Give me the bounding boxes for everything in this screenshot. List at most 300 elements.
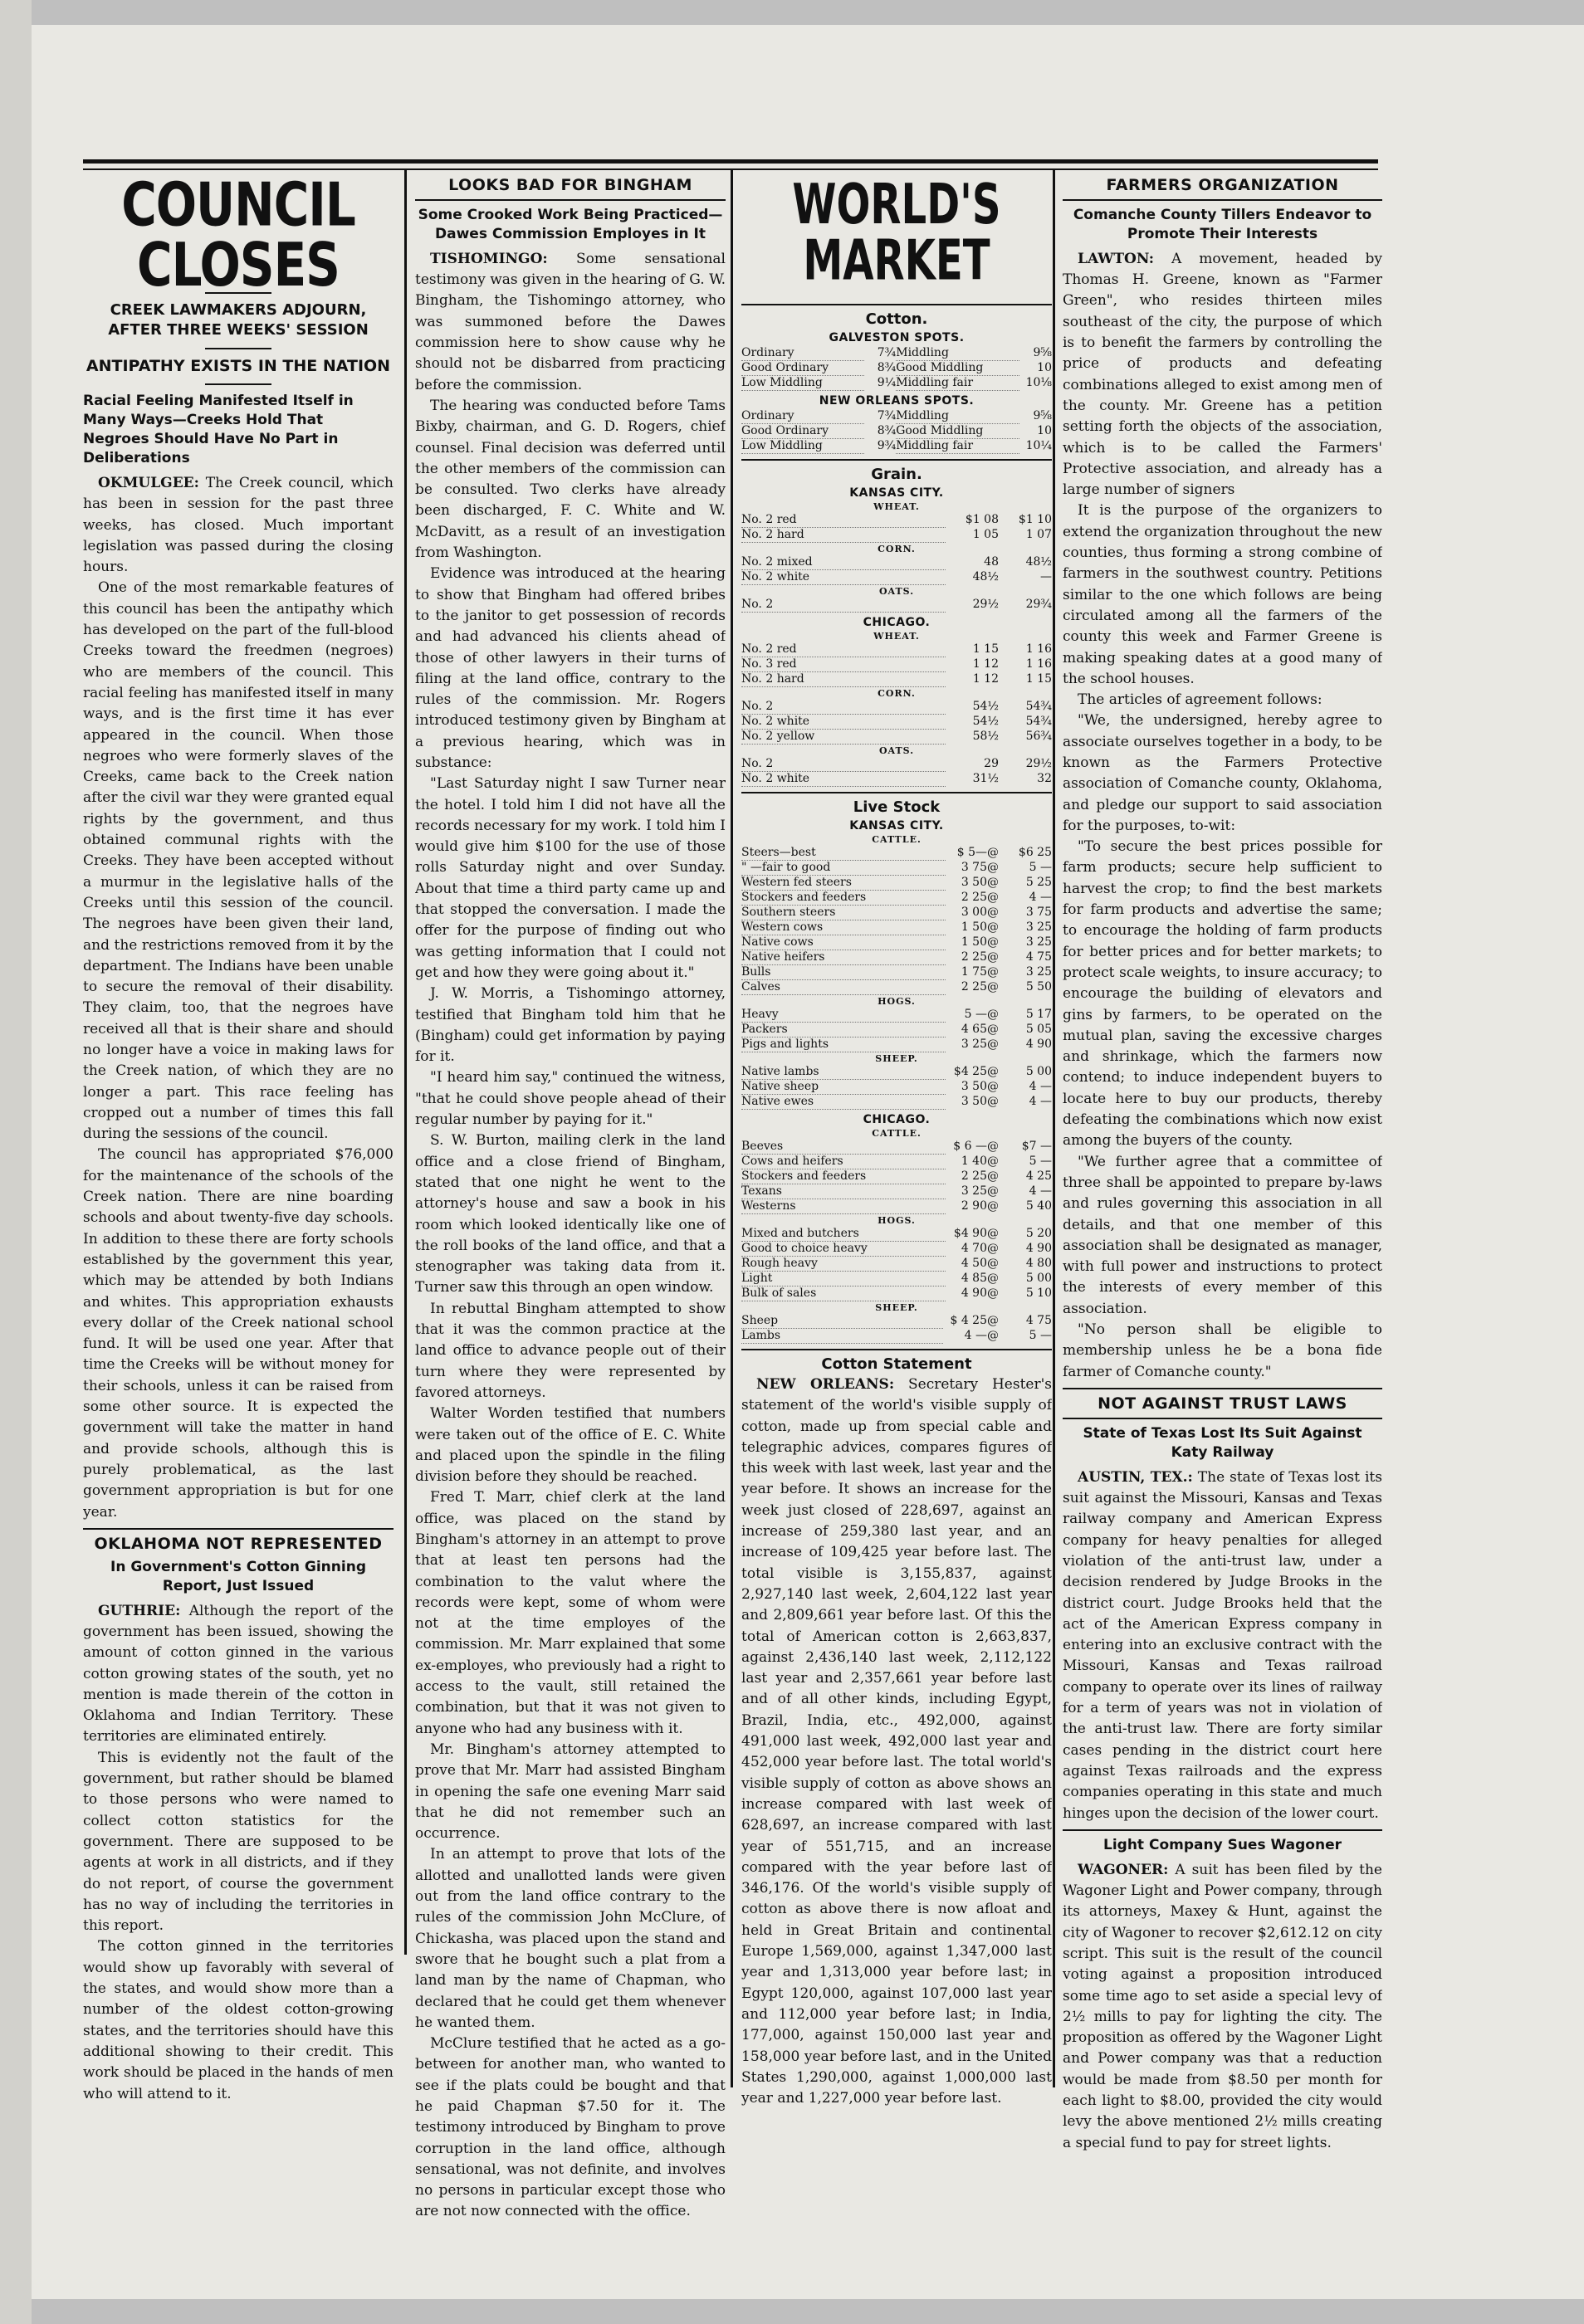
table-cell-value: 2 25@ <box>961 980 999 994</box>
article-paragraph: "I heard him say," continued the witness, "that he could shove people ahead of their regular number by paying for it." <box>415 1069 726 1129</box>
table-cell-value: 56¾ <box>1025 730 1052 743</box>
headline-cotton-statement: Cotton Statement <box>821 1355 972 1373</box>
subhead-racial-feeling: Racial Feeling Manifested Itself in Many Ways—Creeks Hold That Negroes Should Have No Part in Deliberations <box>83 393 354 467</box>
column-rule-2 <box>731 170 733 2087</box>
label-oats: OATS. <box>878 586 915 597</box>
dateline: LAWTON: <box>1078 250 1155 267</box>
table-cell-label: Steers—best <box>741 846 946 861</box>
table-cell-label: Good Ordinary <box>741 361 864 376</box>
table-cell-label: Western cows <box>741 920 946 935</box>
table-cell-value: 4 80 <box>1025 1257 1052 1270</box>
table-chicago-hogs <box>741 1227 1052 1301</box>
table-kc-wheat <box>741 513 1052 543</box>
table-cell-value: 1 16 <box>1025 642 1052 657</box>
table-cell-value: 8¾ <box>877 424 897 437</box>
section-live-stock: Live Stock <box>853 798 941 816</box>
table-cell-value: 1 75@ <box>961 965 999 979</box>
table-cell-label: Low Middling <box>741 439 864 454</box>
table-cell-label: No. 2 hard <box>741 672 946 687</box>
table-cell-label: Middling fair <box>896 376 1019 391</box>
table-cell-value: 1 15 <box>972 642 999 657</box>
subhead-comanche-county: Comanche County Tillers Endeavor to Promote Their Interests <box>1073 207 1372 242</box>
table-galveston-spots <box>741 346 1052 391</box>
table-cell-label: No. 2 <box>741 598 946 613</box>
table-cell-label: Stockers and feeders <box>741 891 946 906</box>
table-cell-value: 1 07 <box>1025 528 1052 541</box>
table-cell-value: 3 25 <box>1025 920 1052 934</box>
table-row <box>741 513 1052 528</box>
article-paragraph: "We, the undersigned, hereby agree to associate ourselves together in a body, to be known as the Farmers Protective association of Comanche county, Oklahoma, and pledge our support to said association for the purposes, to-wit: <box>1063 712 1382 834</box>
table-cell-label: Native sheep <box>741 1080 946 1095</box>
article-paragraph: It is the purpose of the organizers to extend the organization throughout the new counties, thus forming a strong combine of farmers in the southwest country. Petitions similar to the one which follows are being circulated among all the farmers of the county this week and Farmer Greene is making speaking dates at a good many of the school houses. <box>1063 502 1382 687</box>
table-cell-label: No. 2 <box>741 757 946 772</box>
table-cell-value: 9⅝ <box>1033 409 1052 423</box>
table-row <box>741 346 1052 361</box>
dateline: AUSTIN, TEX.: <box>1078 1468 1193 1486</box>
table-cell-value: $1 10 <box>1018 513 1052 527</box>
section-grain: Grain. <box>871 466 922 483</box>
subhead-texas-lost-suit: State of Texas Lost Its Suit Against Katy Railway <box>1083 1424 1362 1461</box>
table-row <box>741 1272 1052 1286</box>
table-row <box>741 1155 1052 1169</box>
table-cell-label: Cows and heifers <box>741 1155 946 1169</box>
article-paragraph: The cotton ginned in the territories would show up favorably with several of the states, and would show more than a number of the oldest cotton-growing states, and the territories should have this additional showing to their credit. This work should be placed in the hands of men who will attend to it. <box>83 1938 394 2102</box>
table-cell-value: 5 50 <box>1025 980 1052 994</box>
table-cell-label: Light <box>741 1272 946 1286</box>
article-paragraph: "To secure the best prices possible for farm products; secure help sufficient to harvest the crop; to find the best markets for farm products and advertise the same; to encourage the holding of farm products for better prices and for better markets; to protect scale weights, to insure accuracy; to encourage the building of elevators and gins by farmers, to be operated on the mutual plan, saving the excessive charges and shrinkage, which the farmers now contend; to induce independent buyers to locate here to buy our products, thereby defeating the combinations which now exist among the buyers of the county. <box>1063 838 1382 1150</box>
table-cell-label: Bulk of sales <box>741 1286 946 1301</box>
label-hogs: HOGS. <box>878 1215 916 1226</box>
table-cell-label: Middling fair <box>896 439 1019 454</box>
column-rule-3 <box>1053 170 1055 2087</box>
section-chicago: CHICAGO. <box>863 616 931 629</box>
table-cell-value: 2 25@ <box>961 950 999 964</box>
table-row <box>741 1227 1052 1242</box>
table-row <box>741 891 1052 906</box>
table-cell-value: 31½ <box>972 772 999 785</box>
table-cell-value: 9¾ <box>877 439 897 452</box>
article-paragraph: The hearing was conducted before Tams Bixby, chairman, and G. D. Rogers, chief counsel. Final decision was deferred until the other members of the commission can be consulted. Two clerks have already been discharged, F. C. White and W. McDavitt, as a result of an investigation from Washington. <box>415 397 726 562</box>
table-cell-label: Ordinary <box>741 409 864 424</box>
table-cell-value: 10¼ <box>1025 439 1052 452</box>
table-row <box>741 1184 1052 1199</box>
table-cell-value: 4 75 <box>1025 950 1052 964</box>
table-cell-value: 3 75@ <box>961 861 999 874</box>
table-cell-value: 4 90 <box>1025 1242 1052 1255</box>
table-cell-value: 3 50@ <box>961 1095 999 1108</box>
table-cell-value: 2 90@ <box>961 1199 999 1213</box>
label-corn: CORN. <box>878 688 916 699</box>
table-cell-value: 4 25 <box>1025 1169 1052 1183</box>
table-cell-label: Good Middling <box>896 424 1019 439</box>
table-cell-label: Good Ordinary <box>741 424 864 439</box>
label-sheep: SHEEP. <box>875 1302 918 1313</box>
article-paragraph: The articles of agreement follows: <box>1078 691 1322 709</box>
table-cell-value: 3 75 <box>1025 906 1052 919</box>
table-cell-label: Bulls <box>741 965 946 980</box>
label-corn: CORN. <box>878 544 916 554</box>
table-row <box>741 980 1052 995</box>
table-row <box>741 772 1052 787</box>
table-row <box>741 906 1052 920</box>
table-row <box>741 528 1052 543</box>
table-cell-value: 5 25 <box>1025 876 1052 889</box>
table-cell-value: 3 50@ <box>961 1080 999 1093</box>
divider <box>83 1528 394 1530</box>
table-cell-label: Good Middling <box>896 361 1019 376</box>
table-cell-value: 5 10 <box>1025 1286 1052 1300</box>
table-cell-label: Calves <box>741 980 946 995</box>
article-paragraph: LAWTON: A movement, headed by Thomas H. Greene, known as "Farmer Green", who resides thirteen miles southeast of the city, the purpose of which is to benefit the farmers by controlling the price of products and defeating combinations alleged to exist among men of the county. Mr. Greene has a petition setting forth the objects of the association, which is to be called the Farmers' Protective association, and already has a large number of signers <box>1063 250 1382 499</box>
table-row <box>741 861 1052 876</box>
article-paragraph: Fred T. Marr, chief clerk at the land office, was placed on the stand by Bingham's attorney in an attempt to prove that at least ten persons had the combination to the valut where the records were kept, some of whom were not at the time employes of the commission. Mr. Marr explained that some ex-employes, who previously had a right to access to the vault, still retained the combination, but that it was not given to anyone who had any business with it. <box>415 1489 726 1737</box>
top-rule <box>83 159 1378 164</box>
table-row <box>741 1038 1052 1052</box>
divider <box>741 1349 1052 1350</box>
table-cell-value: 5 20 <box>1025 1227 1052 1241</box>
divider <box>741 459 1052 461</box>
table-cell-value: 5 17 <box>1025 1008 1052 1022</box>
table-chicago-cattle <box>741 1140 1052 1214</box>
headline-oklahoma-not-represented: OKLAHOMA NOT REPRESENTED <box>94 1534 383 1553</box>
article-paragraph: In an attempt to prove that lots of the allotted and unallotted lands were given out from the land office contrary to the rules of the commission John McClure, of Chickasha, was placed upon the stand and swore that he bought such a plat from a land man by the name of Chapman, who declared that he could get them whenever he wanted them. <box>415 1846 726 2031</box>
table-row <box>741 1286 1052 1301</box>
table-cell-value: 3 25@ <box>961 1184 999 1198</box>
table-cell-label: No. 2 white <box>741 570 946 585</box>
table-cell-value: 10 <box>1037 361 1052 374</box>
divider <box>1063 1829 1382 1831</box>
article-paragraph: J. W. Morris, a Tishomingo attorney, testified that Bingham told him that he (Bingham) could get information by paying for it. <box>415 985 726 1066</box>
section-new-orleans-spots: NEW ORLEANS SPOTS. <box>819 394 975 408</box>
table-row <box>741 1095 1052 1110</box>
table-cell-value: 54¾ <box>1025 700 1052 714</box>
table-cell-value: 3 25 <box>1025 965 1052 979</box>
article-paragraph: "We further agree that a committee of three shall be appointed to prepare by-laws and rules governing this association in all details, and that one member of this association shall be designated as manager, with full power and instructions to protect the interests of every member of this association. <box>1063 1153 1382 1317</box>
table-cell-value: 4 65@ <box>961 1023 999 1036</box>
table-row <box>741 642 1052 657</box>
table-cell-label: Packers <box>741 1023 946 1038</box>
table-cell-value: 29 <box>984 757 999 771</box>
table-cell-value: 58½ <box>972 730 999 743</box>
table-row <box>741 1080 1052 1095</box>
section-galveston-spots: GALVESTON SPOTS. <box>829 331 965 344</box>
label-hogs: HOGS. <box>878 996 916 1007</box>
subhead-antipathy: ANTIPATHY EXISTS IN THE NATION <box>86 356 391 375</box>
divider <box>741 304 1052 305</box>
table-cell-label: Stockers and feeders <box>741 1169 946 1184</box>
table-cell-value: 54½ <box>972 700 999 714</box>
table-cell-label: No. 2 white <box>741 772 946 787</box>
table-cell-value: 1 50@ <box>961 920 999 934</box>
article-paragraph: Mr. Bingham's attorney attempted to prove that Mr. Marr had assisted Bingham in opening the safe one evening Marr said that he did not remember such an occurrence. <box>415 1741 726 1843</box>
table-row <box>741 439 1052 454</box>
label-cattle: CATTLE. <box>872 1128 922 1139</box>
table-cell-label: No. 2 yellow <box>741 730 946 745</box>
table-row <box>741 672 1052 687</box>
table-cell-value: 4 — <box>1029 1095 1052 1108</box>
table-row <box>741 935 1052 950</box>
table-kc-hogs <box>741 1008 1052 1052</box>
article-paragraph: This is evidently not the fault of the government, but rather should be blamed to those persons who were named to collect cotton statistics for the government. There are supposed to be agents at work in all districts, and if they do not report, of course the government has no way of including the territories in this report. <box>83 1749 394 1935</box>
table-cell-value: 1 16 <box>1025 657 1052 671</box>
table-cell-value: 5 00 <box>1025 1272 1052 1285</box>
table-cell-value: $ 6 —@ <box>953 1140 999 1154</box>
table-cell-label: Middling <box>896 346 1019 361</box>
table-cell-value: 5 — <box>1029 861 1052 874</box>
table-cell-value: 48 <box>984 555 999 569</box>
table-kc-cattle <box>741 846 1052 995</box>
table-cell-label: Native cows <box>741 935 946 950</box>
table-row <box>741 555 1052 570</box>
table-cell-value: 4 50@ <box>961 1257 999 1270</box>
table-cell-value: 5 00 <box>1025 1065 1052 1079</box>
table-cell-label: Low Middling <box>741 376 864 391</box>
table-cell-value: 1 50@ <box>961 935 999 949</box>
subhead-crooked-work: Some Crooked Work Being Practiced—Dawes Commission Employes in It <box>418 207 723 242</box>
table-cell-value: 3 00@ <box>961 906 999 919</box>
table-cell-value: 4 70@ <box>961 1242 999 1255</box>
article-paragraph: "Last Saturday night I saw Turner near the hotel. I told him I did not have all the records necessary for my work. I told him I would give him $100 for the use of those rolls Saturday night and over Sunday. About that time a third party came up and that stopped the conversation. I made the offer for the purpose of finding out who was getting information that I could not get and how they were going about it." <box>415 775 726 981</box>
table-cell-value: 1 05 <box>972 528 999 541</box>
article-paragraph: AUSTIN, TEX.: The state of Texas lost its suit against the Missouri, Kansas and Texas railway company and American Express company for heavy penalties for alleged violation of the anti-trust law, under a decision rendered by Judge Brooks in the district court. Judge Brooks held that the act of the American Express company in entering into an exclusive contract with the Missouri, Kansas and Texas railroad company to operate over its lines of railway for a term of years was not in violation of the anti-trust law. There are forty similar cases pending in the district court here against Texas railroads and the express companies operating in this state and much hinges upon the decision of the lower court. <box>1063 1468 1382 1822</box>
article-paragraph: In rebuttal Bingham attempted to show that it was the common practice at the land office to advance people out of their turn where they were represented by favored attorneys. <box>415 1300 726 1401</box>
table-cell-label: Native heifers <box>741 950 946 965</box>
table-cell-value: 9¼ <box>877 376 897 389</box>
table-chicago-wheat <box>741 642 1052 687</box>
table-chicago-oats <box>741 757 1052 787</box>
article-paragraph: McClure testified that he acted as a go-between for another man, who wanted to see if the plats could be bought and that he paid Chapman $7.50 for it. The testimony introduced by Bingham to prove corruption in the land office, although sensational, was not definite, and involves no persons in particular except those who are not now connected with the office. <box>415 2035 726 2220</box>
divider <box>415 199 726 201</box>
table-cell-label: No. 2 mixed <box>741 555 946 570</box>
table-cell-value: $ 4 25@ <box>950 1314 999 1328</box>
table-row <box>741 965 1052 980</box>
table-cell-value: 3 25 <box>1025 935 1052 949</box>
table-row <box>741 598 1052 613</box>
headline-council-closes: COUNCIL CLOSES <box>121 174 355 300</box>
table-cell-label: No. 2 red <box>741 513 946 528</box>
table-cell-label: Sheep <box>741 1314 943 1329</box>
table-cell-value: $4 90@ <box>953 1227 999 1241</box>
table-cell-label: " —fair to good <box>741 861 946 876</box>
table-cell-value: $4 25@ <box>953 1065 999 1079</box>
table-row <box>741 950 1052 965</box>
table-cell-value: 4 90 <box>1025 1038 1052 1051</box>
table-row <box>741 1314 1052 1329</box>
article-paragraph: The council has appropriated $76,000 for the maintenance of the schools of the Creek nation. There are nine boarding schools and about twenty-five day schools. In addition to these there are forty schools established by the government this year, which may be attended by both Indians and whites. This appropriation exhausts every dollar of the Creek national school fund. It will be used one year. After that time the Creeks will be without money for their schools, unless it can be raised from some other source. It is expected the government will take the matter in hand and provide schools, although this is purely problematical, as the last government appropriation is but for one year. <box>83 1146 394 1521</box>
table-cell-value: 54¾ <box>1025 715 1052 728</box>
page-spine <box>0 0 32 2324</box>
table-cell-value: 32 <box>1037 772 1052 785</box>
divider <box>1063 1388 1382 1389</box>
table-row <box>741 657 1052 672</box>
table-cell-label: No. 2 hard <box>741 528 946 543</box>
table-row <box>741 1242 1052 1257</box>
table-cell-value: 4 85@ <box>961 1272 999 1285</box>
table-cell-value: $1 08 <box>965 513 999 527</box>
column-rule-1 <box>404 170 407 1955</box>
headline-light-company-sues: Light Company Sues Wagoner <box>1103 1836 1342 1853</box>
article-paragraph: OKMULGEE: The Creek council, which has been in session for the past three weeks, has closed. Much important legislation was passed during the closing hours. <box>83 474 394 576</box>
table-cell-label: Southern steers <box>741 906 946 920</box>
divider <box>1063 1418 1382 1419</box>
article-paragraph: "No person shall be eligible to membership unless he be a bona fide farmer of Comanche county." <box>1063 1321 1382 1380</box>
column-bingham <box>415 174 726 2223</box>
article-paragraph: GUTHRIE: Although the report of the government has been issued, showing the amount of cotton ginned in the various cotton growing states of the south, yet no mention is made therein of the cotton in Oklahoma and Indian Territory. These territories are eliminated entirely. <box>83 1602 394 1745</box>
table-cell-value: 5 — <box>1029 1155 1052 1168</box>
table-cell-value: 3 50@ <box>961 876 999 889</box>
table-cell-value: 5 —@ <box>964 1008 999 1022</box>
table-cell-label: Westerns <box>741 1199 946 1214</box>
label-oats: OATS. <box>878 745 915 756</box>
article-paragraph: One of the most remarkable features of this council has been the antipathy which has developed on the part of the full-blood Creeks toward the freedmen (negroes) who are members of the council. This racial feeling has manifested itself in many ways, and is the first time it has ever appeared in the council. When those negroes who were formerly slaves of the Creeks, came back to the Creek nation after the civil war they were granted equal rights by the government, and thus obtained communal rights with the Creeks. They have been accepted without a murmur in the legislative halls of the Creeks until this session of the council. The negroes have been given their land, and the restrictions removed from it by the department. The Indians have been unable to secure the removal of their disability. They claim, too, that the negroes have received all that is their share and should no longer have a voice in making laws for the Creek nation, of which they are no longer a part. This race feeling has cropped out a number of times this fall during the sessions of the council. <box>83 579 394 1143</box>
dateline: OKMULGEE: <box>98 474 199 491</box>
table-row <box>741 757 1052 772</box>
table-row <box>741 376 1052 391</box>
table-cell-value: 2 25@ <box>961 1169 999 1183</box>
table-cell-value: 7¾ <box>877 409 897 423</box>
table-cell-label: Mixed and butchers <box>741 1227 946 1242</box>
article-paragraph: S. W. Burton, mailing clerk in the land office and a close friend of Bingham, stated that one night he went to the attorney's house and saw a book in his room which looked identically like one of the roll books of the land office, and that a stenographer was taking data from it. Turner saw this through an open window. <box>415 1132 726 1296</box>
column-farmers-organization <box>1063 174 1382 2154</box>
table-row <box>741 700 1052 715</box>
label-wheat: WHEAT. <box>873 501 920 512</box>
column-worlds-market <box>741 174 1052 2109</box>
table-row <box>741 715 1052 730</box>
table-cell-value: 48½ <box>1025 555 1052 569</box>
table-cell-value: 5 40 <box>1025 1199 1052 1213</box>
table-row <box>741 1199 1052 1214</box>
table-cell-value: 3 25@ <box>961 1038 999 1051</box>
table-cell-label: Lambs <box>741 1329 943 1344</box>
label-sheep: SHEEP. <box>875 1053 918 1064</box>
table-cell-label: Middling <box>896 409 1019 424</box>
table-row <box>741 409 1052 424</box>
table-cell-value: 1 12 <box>972 657 999 671</box>
article-paragraph: TISHOMINGO: Some sensational testimony was given in the hearing of G. W. Bingham, the Tishomingo attorney, who was summoned before the Dawes commission here to show cause why he should not be disbarred from practicing before the commission. <box>415 250 726 393</box>
column-council-closes <box>83 174 394 2105</box>
subhead-cotton-ginning: In Government's Cotton Ginning Report, Just Issued <box>110 1558 366 1594</box>
table-cell-value: 29¾ <box>1025 598 1052 612</box>
dateline: GUTHRIE: <box>98 1602 181 1619</box>
table-cell-label: Native ewes <box>741 1095 946 1110</box>
table-row <box>741 1169 1052 1184</box>
section-kansas-city: KANSAS CITY. <box>849 486 944 500</box>
table-cell-value: $6 25 <box>1018 846 1052 860</box>
table-cell-value: 4 — <box>1029 891 1052 904</box>
table-kc-corn <box>741 555 1052 585</box>
table-cell-value: 1 12 <box>972 672 999 686</box>
table-cell-value: 48½ <box>972 570 999 583</box>
table-cell-value: 29½ <box>972 598 999 612</box>
headline-looks-bad-for-bingham: LOOKS BAD FOR BINGHAM <box>448 176 692 194</box>
table-cell-value: 4 — <box>1029 1184 1052 1198</box>
dateline: NEW ORLEANS: <box>756 1376 895 1393</box>
table-cell-label: Rough heavy <box>741 1257 946 1272</box>
divider <box>1063 199 1382 201</box>
table-cell-value: 7¾ <box>877 346 897 360</box>
table-cell-value: — <box>1040 570 1052 583</box>
table-cell-value: 2 25@ <box>961 891 999 904</box>
table-cell-value: 54½ <box>972 715 999 728</box>
table-new-orleans-spots <box>741 409 1052 454</box>
table-row <box>741 920 1052 935</box>
dateline: TISHOMINGO: <box>430 250 548 267</box>
table-cell-label: No. 2 red <box>741 642 946 657</box>
table-cell-label: Texans <box>741 1184 946 1199</box>
table-cell-label: Pigs and lights <box>741 1038 946 1052</box>
table-cell-label: Western fed steers <box>741 876 946 891</box>
headline-worlds-market: WORLD'S MARKET <box>792 174 1001 294</box>
table-cell-value: 4 75 <box>1025 1314 1052 1328</box>
table-cell-value: 1 15 <box>1025 672 1052 686</box>
article-paragraph: Evidence was introduced at the hearing to show that Bingham had offered bribes to the janitor to get possession of records and had advanced his clients ahead of those of other lawyers in their turns of filing at the land office, contrary to the rules of the commission. Mr. Rogers introduced testimony given by Bingham at a previous hearing, which was in substance: <box>415 565 726 771</box>
table-cell-value: 10⅛ <box>1025 376 1052 389</box>
table-cell-value: 9⅝ <box>1033 346 1052 360</box>
table-cell-value: 29½ <box>1025 757 1052 771</box>
table-cell-value: 10 <box>1037 424 1052 437</box>
table-row <box>741 1140 1052 1155</box>
label-wheat: WHEAT. <box>873 631 920 642</box>
table-cell-value: 5 — <box>1029 1329 1052 1342</box>
table-cell-value: $7 — <box>1021 1140 1052 1154</box>
table-cell-label: No. 3 red <box>741 657 946 672</box>
label-cattle: CATTLE. <box>872 834 922 845</box>
table-row <box>741 1329 1052 1344</box>
section-chicago: CHICAGO. <box>863 1113 931 1126</box>
table-row <box>741 361 1052 376</box>
table-cell-value: 4 — <box>1029 1080 1052 1093</box>
table-cell-value: 8¾ <box>877 361 897 374</box>
table-row <box>741 1008 1052 1023</box>
table-row <box>741 1065 1052 1080</box>
divider <box>205 348 271 349</box>
table-row <box>741 876 1052 891</box>
section-kansas-city: KANSAS CITY. <box>849 819 944 832</box>
divider <box>741 792 1052 793</box>
table-cell-label: Heavy <box>741 1008 946 1023</box>
deck-creek-lawmakers: CREEK LAWMAKERS ADJOURN, AFTER THREE WEEKS' SESSION <box>108 301 369 339</box>
dateline: WAGONER: <box>1078 1861 1169 1878</box>
table-chicago-corn <box>741 700 1052 745</box>
table-cell-label: No. 2 white <box>741 715 946 730</box>
table-row <box>741 730 1052 745</box>
article-paragraph: NEW ORLEANS: Secretary Hester's statement of the world's visible supply of cotton, made up from special cable and telegraphic advices, compares figures of this week with last week, last year and the year before. It shows an increase for the week just closed of 228,697, against an increase of 259,380 last year, and an increase of 109,425 year before last. The total visible is 3,155,837, against 2,927,140 last week, 2,604,122 last year and 2,809,661 year before last. Of this the total of American cotton is 2,663,837, against 2,436,140 last week, 2,112,122 last year and 2,357,661 year before last and of all other kinds, including Egypt, Brazil, India, etc., 492,000, against 491,000 last week, 492,000 last year and 452,000 year before last. The total world's visible supply of cotton as above shows an increase compared with last week of 628,697, an increase compared with last year of 551,715, and an increase compared with the year before last of 346,176. Of the world's visible supply of cotton as above there is now afloat and held in Great Britain and continental Europe 1,569,000, against 1,347,000 last year and 1,313,000 year before last; in Egypt 120,000, against 107,000 last year and 112,000 year before last; in India, 177,000, against 150,000 last year and 158,000 year before last, and in the United States 1,290,000, against 1,000,000 last year and 1,227,000 year before last. <box>741 1376 1052 2107</box>
table-cell-label: Ordinary <box>741 346 864 361</box>
headline-farmers-organization: FARMERS ORGANIZATION <box>1106 176 1339 194</box>
headline-not-against-trust-laws: NOT AGAINST TRUST LAWS <box>1098 1394 1347 1413</box>
article-paragraph: WAGONER: A suit has been filed by the Wagoner Light and Power company, through its attorneys, Maxey & Hunt, against the city of Wagoner to recover $2,612.12 on city script. This suit is the result of the council voting against a proposition introduced some time ago to set aside a special levy of 2½ mills to pay for lighting the city. The proposition as offered by the Wagoner Light and Power company was that a reduction would be made from $8.50 per month for each light to $8.00, provided the city would levy the above mentioned 2½ mills creating a special fund to pay for street lights. <box>1063 1861 1382 2151</box>
table-row <box>741 1023 1052 1038</box>
article-paragraph: Walter Worden testified that numbers were taken out of the office of E. C. White and placed upon the spindle in the filing division before they should be reached. <box>415 1405 726 1486</box>
table-row <box>741 424 1052 439</box>
table-cell-label: Beeves <box>741 1140 946 1155</box>
table-cell-value: $ 5—@ <box>956 846 999 860</box>
table-cell-label: Good to choice heavy <box>741 1242 946 1257</box>
table-kc-sheep <box>741 1065 1052 1110</box>
table-cell-value: 1 40@ <box>961 1155 999 1168</box>
divider <box>205 383 271 385</box>
table-chicago-sheep <box>741 1314 1052 1344</box>
table-cell-label: Native lambs <box>741 1065 946 1080</box>
table-row <box>741 846 1052 861</box>
table-kc-oats <box>741 598 1052 613</box>
table-row <box>741 1257 1052 1272</box>
table-cell-value: 4 90@ <box>961 1286 999 1300</box>
section-cotton: Cotton. <box>865 310 928 328</box>
table-cell-value: 5 05 <box>1025 1023 1052 1036</box>
table-cell-value: 4 —@ <box>964 1329 999 1342</box>
table-row <box>741 570 1052 585</box>
